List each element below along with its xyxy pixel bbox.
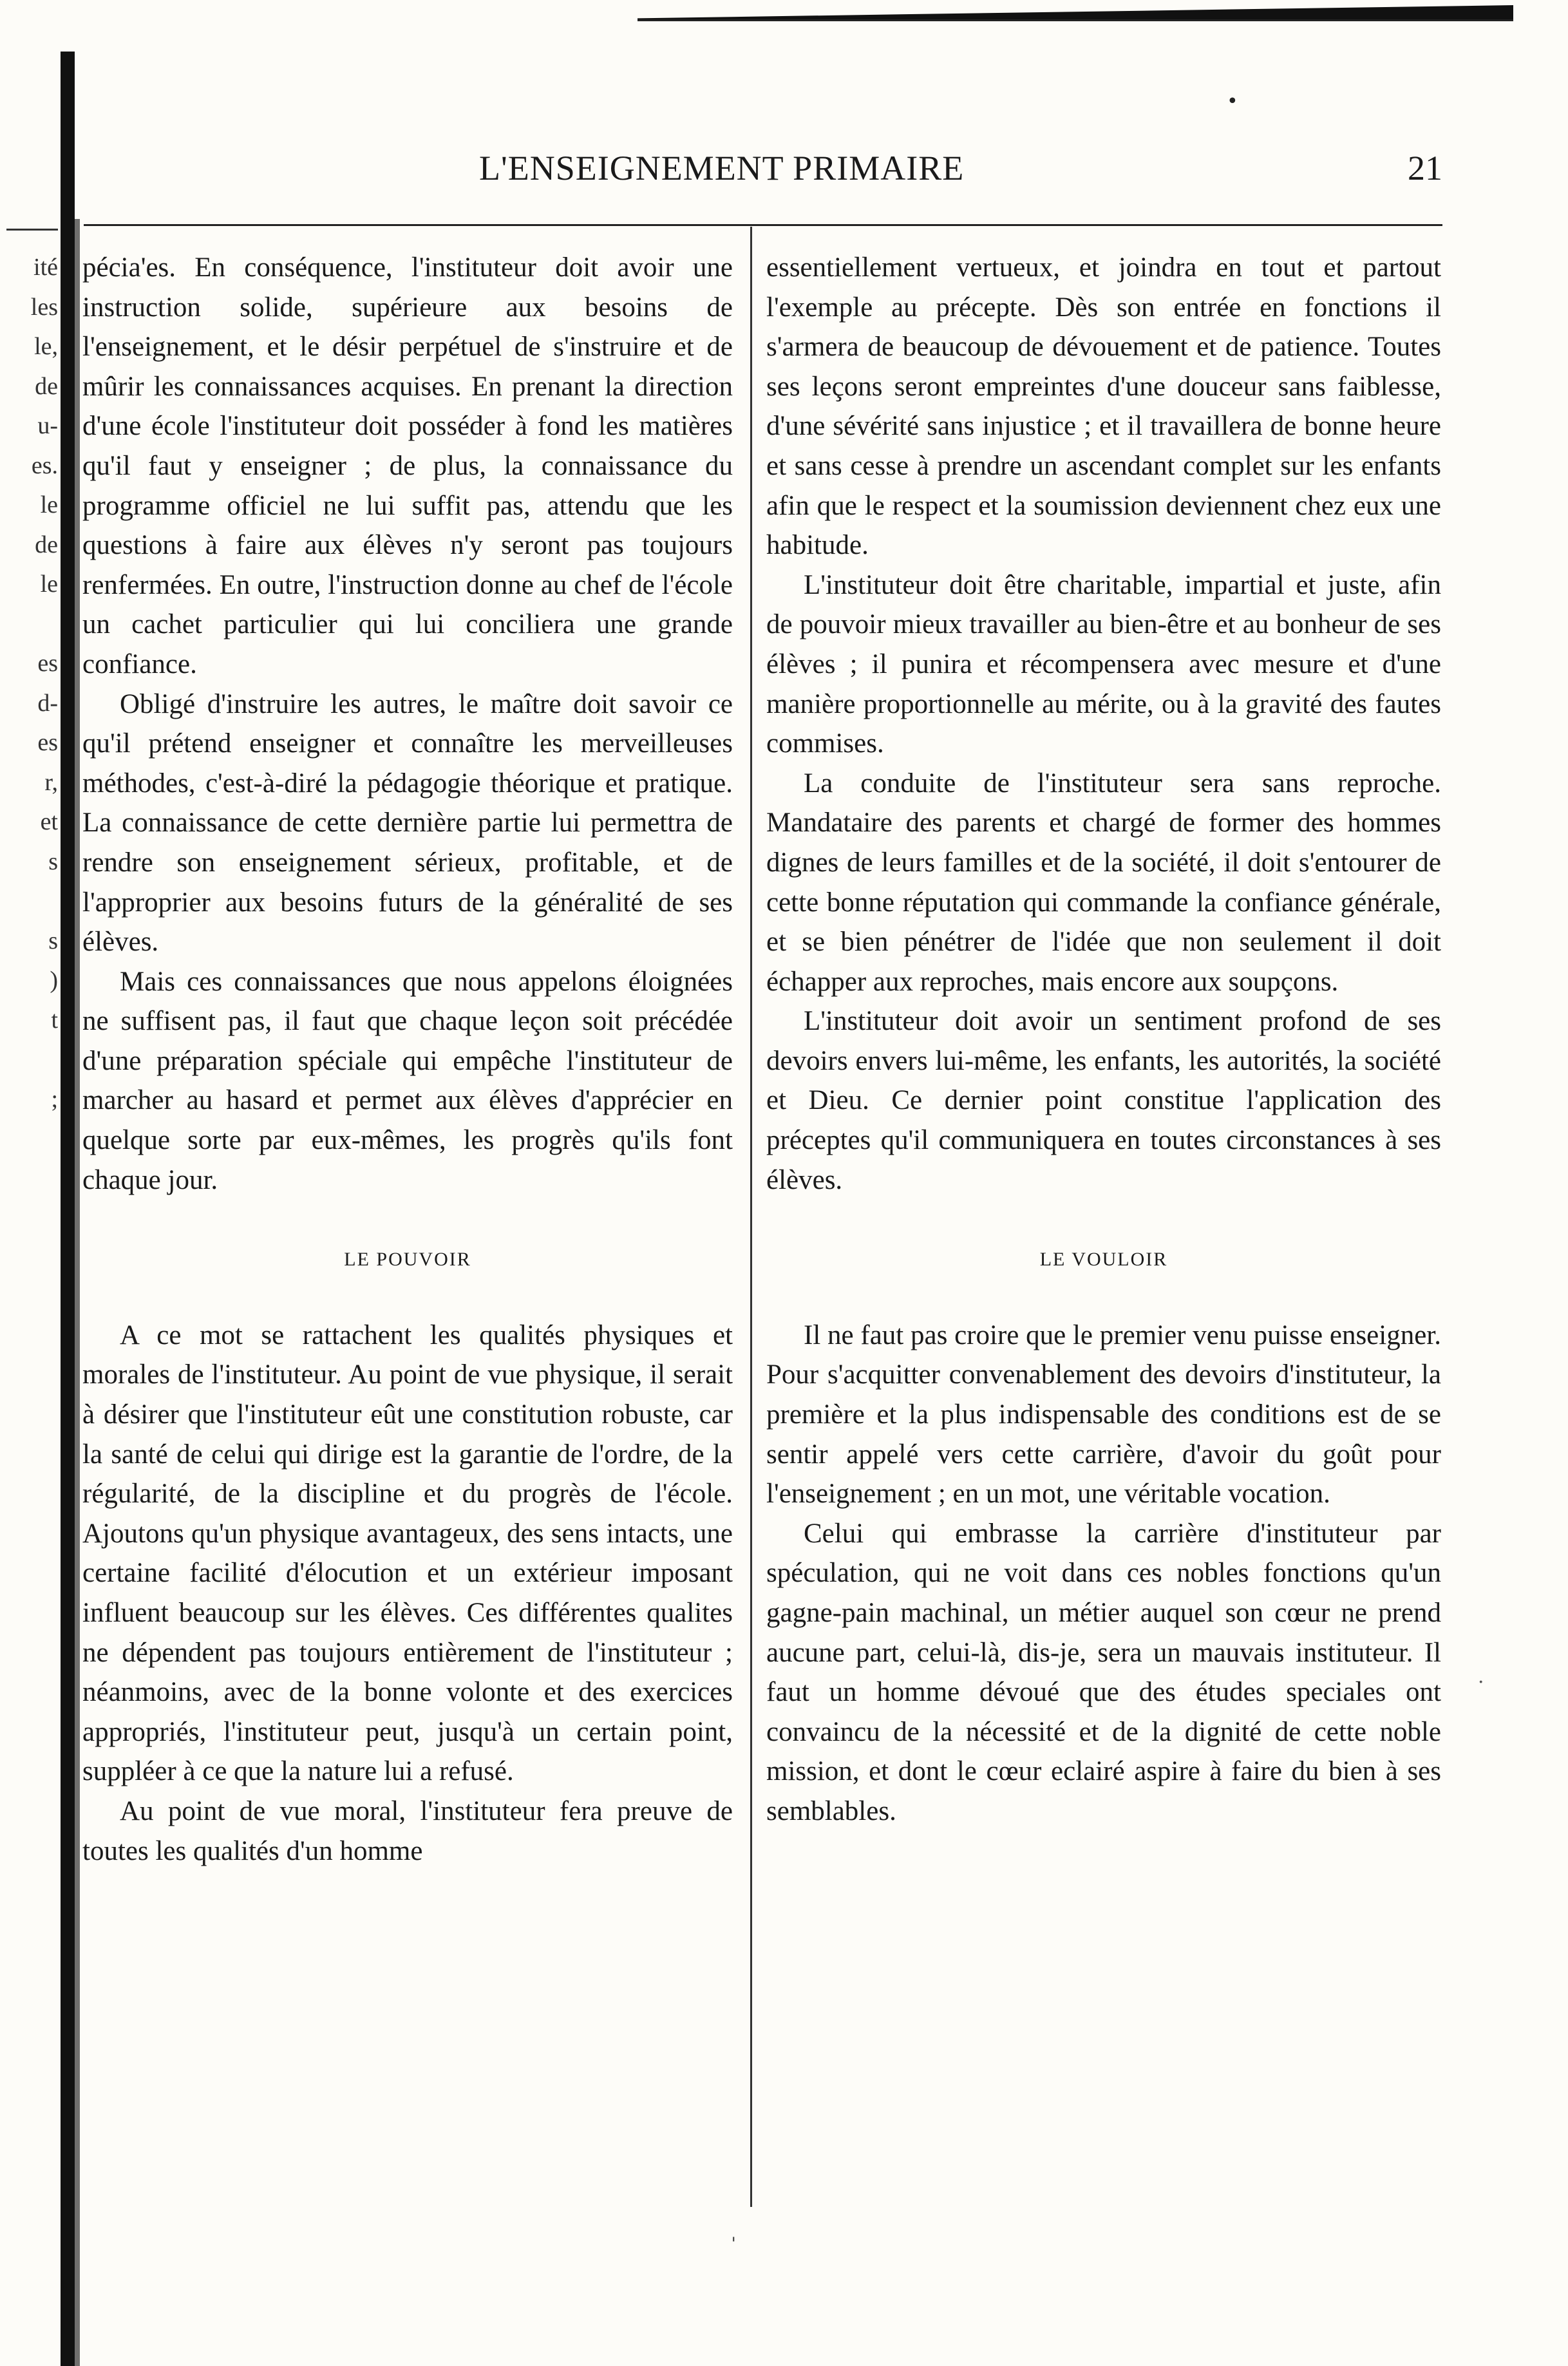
paragraph: Obligé d'instruire les autres, le maître doit savoir ce qu'il prétend enseigner et connaître les merveilleuses méthodes, c'est-à-diré la pédagogie théorique et pratique. La connaissance de cette dernière partie lui permettra de rendre son enseignement sérieux, profitable, et de l'approprier aux besoins futurs de la généralité de ses élèves.: [82, 688, 733, 958]
margin-fragment: de: [35, 531, 58, 558]
binding-shadow-edge: [75, 219, 80, 2366]
margin-fragment: [0, 882, 58, 922]
section-heading: LE POUVOIR: [344, 1249, 471, 1271]
previous-page-margin: [0, 248, 58, 1119]
margin-fragment: s: [48, 927, 58, 954]
section-heading: LE VOULOIR: [1039, 1249, 1168, 1271]
margin-fragment: le: [40, 491, 58, 518]
margin-fragment: le: [40, 571, 58, 598]
paragraph: L'instituteur doit avoir un sentiment profond de ses devoirs envers lui-même, les enfants, les autorités, la société et Dieu. Ce dernier point constitue l'application des préceptes qu'il communiquera en toutes circonstances à ses élèves.: [766, 1006, 1441, 1195]
margin-fragment: ): [50, 967, 58, 994]
margin-rule: [6, 229, 58, 231]
margin-fragment: es: [37, 729, 58, 756]
top-rule-thin: [638, 19, 1513, 21]
margin-fragment: r,: [44, 768, 58, 796]
margin-fragment: es.: [31, 451, 58, 479]
margin-fragment: t: [51, 1006, 58, 1034]
left-column: [82, 248, 733, 1871]
paragraph: Celui qui embrasse la carrière d'instituteur par spéculation, qui ne voit dans ces nobles fonctions qu'un gagne-pain machinal, un métier auquel son cœur ne prend aucune part, celui-là, dis-je, sera un mauvais instituteur. Il faut un homme dévoué que des études speciales ont convaincu de la nécessité et de la dignité de cette noble mission, et dont le cœur eclairé aspire à faire du bien à ses semblables.: [766, 1518, 1441, 1826]
paragraph: Mais ces connaissances que nous appelons éloignées ne suffisent pas, il faut que chaque leçon soit précédée d'une préparation spéciale qui empêche l'instituteur de marcher au hasard et permet aux élèves d'apprécier en quelque sorte par eux-mêmes, les progrès qu'ils font chaque jour.: [82, 966, 733, 1195]
margin-fragment: de: [35, 372, 58, 400]
ink-speck: •: [1227, 90, 1238, 113]
paragraph: A ce mot se rattachent les qualités physiques et morales de l'instituteur. Au point de vue physique, il serait à désirer que l'instituteur eût une constitution robuste, car la santé de celui qui dirige est la garantie de l'ordre, de la régularité, de la discipline et du progrès de l'école. Ajoutons qu'un physique avantageux, des sens intacts, une certaine facilité d'élocution et un extérieur imposant influent beaucoup sur les élèves. Ces différentes qualites ne dépendent pas toujours entièrement de l'instituteur ; néanmoins, avec de la bonne volonte et des exercices appropriés, l'instituteur peut, jusqu'à un certain point, suppléer à ce que la nature lui a refusé.: [82, 1320, 733, 1787]
margin-fragment: les: [30, 293, 58, 321]
column-divider: [750, 227, 752, 2207]
binding-shadow: [61, 52, 75, 2366]
margin-fragment: d-: [37, 689, 58, 717]
margin-fragment: [0, 605, 58, 645]
header-rule: [84, 224, 1442, 226]
paragraph: L'instituteur doit être charitable, impartial et juste, afin de pouvoir mieux travailler au bien-être et au bonheur de ses élèves ; il punira et récompensera avec mesure et d'une manière proportionnelle au mérite, ou à la gravité des fautes commises.: [766, 569, 1441, 759]
page-number: 21: [1408, 149, 1442, 187]
paragraph: Au point de vue moral, l'instituteur fera preuve de toutes les qualités d'un homme: [82, 1795, 733, 1866]
paragraph: Il ne faut pas croire que le premier venu puisse enseigner. Pour s'acquitter convenablement des devoirs d'instituteur, la première et la plus indispensable des conditions est de se sentir appelé vers cette carrière, d'avoir du goût pour l'enseignement ; en un mot, une véritable vocation.: [766, 1320, 1441, 1510]
right-column: [766, 248, 1441, 1831]
top-rule-heavy: [638, 5, 1513, 21]
ink-speck: ·: [1478, 1671, 1484, 1694]
margin-fragment: [0, 1040, 58, 1080]
page-header: [451, 148, 1442, 193]
margin-fragment: le,: [34, 333, 58, 360]
margin-fragment: et: [40, 808, 58, 835]
paragraph: pécia'es. En conséquence, l'instituteur doit avoir une instruction solide, supérieure aux besoins de l'enseignement, et le désir perpétuel de s'instruire et de mûrir les connaissances acquises. En prenant la direction d'une école l'instituteur doit posséder à fond les matières qu'il faut y enseigner ; de plus, la connaissance du programme officiel ne lui suffit pas, attendu que les questions à faire aux élèves n'y seront pas toujours renfermées. En outre, l'instruction donne au chef de l'école un cachet particulier qui lui conciliera une grande confiance.: [82, 252, 733, 679]
ink-speck: ˌ: [731, 2222, 737, 2244]
margin-fragment: u-: [37, 412, 58, 439]
margin-fragment: s: [48, 847, 58, 875]
margin-fragment: ité: [33, 254, 58, 281]
paragraph: La conduite de l'instituteur sera sans reproche. Mandataire des parents et chargé de former des hommes dignes de leurs familles et de la société, il doit s'entourer de cette bonne réputation qui commande la confiance générale, et se bien pénétrer de l'idée que non seulement il doit échapper aux reproches, mais encore aux soupçons.: [766, 768, 1441, 997]
running-head: L'ENSEIGNEMENT PRIMAIRE: [479, 149, 965, 187]
paragraph: essentiellement vertueux, et joindra en tout et partout l'exemple au précepte. Dès son entrée en fonctions il s'armera de beaucoup de dévouement et de patience. Toutes ses leçons seront empreintes d'une douceur sans faiblesse, d'une sévérité sans injustice ; et il travaillera de bonne heure et sans cesse à prendre un ascendant complet sur les enfants afin que le respect et la soumission deviennent chez eux une habitude.: [766, 252, 1441, 561]
margin-fragment: es: [37, 650, 58, 677]
margin-fragment: ;: [51, 1085, 58, 1113]
